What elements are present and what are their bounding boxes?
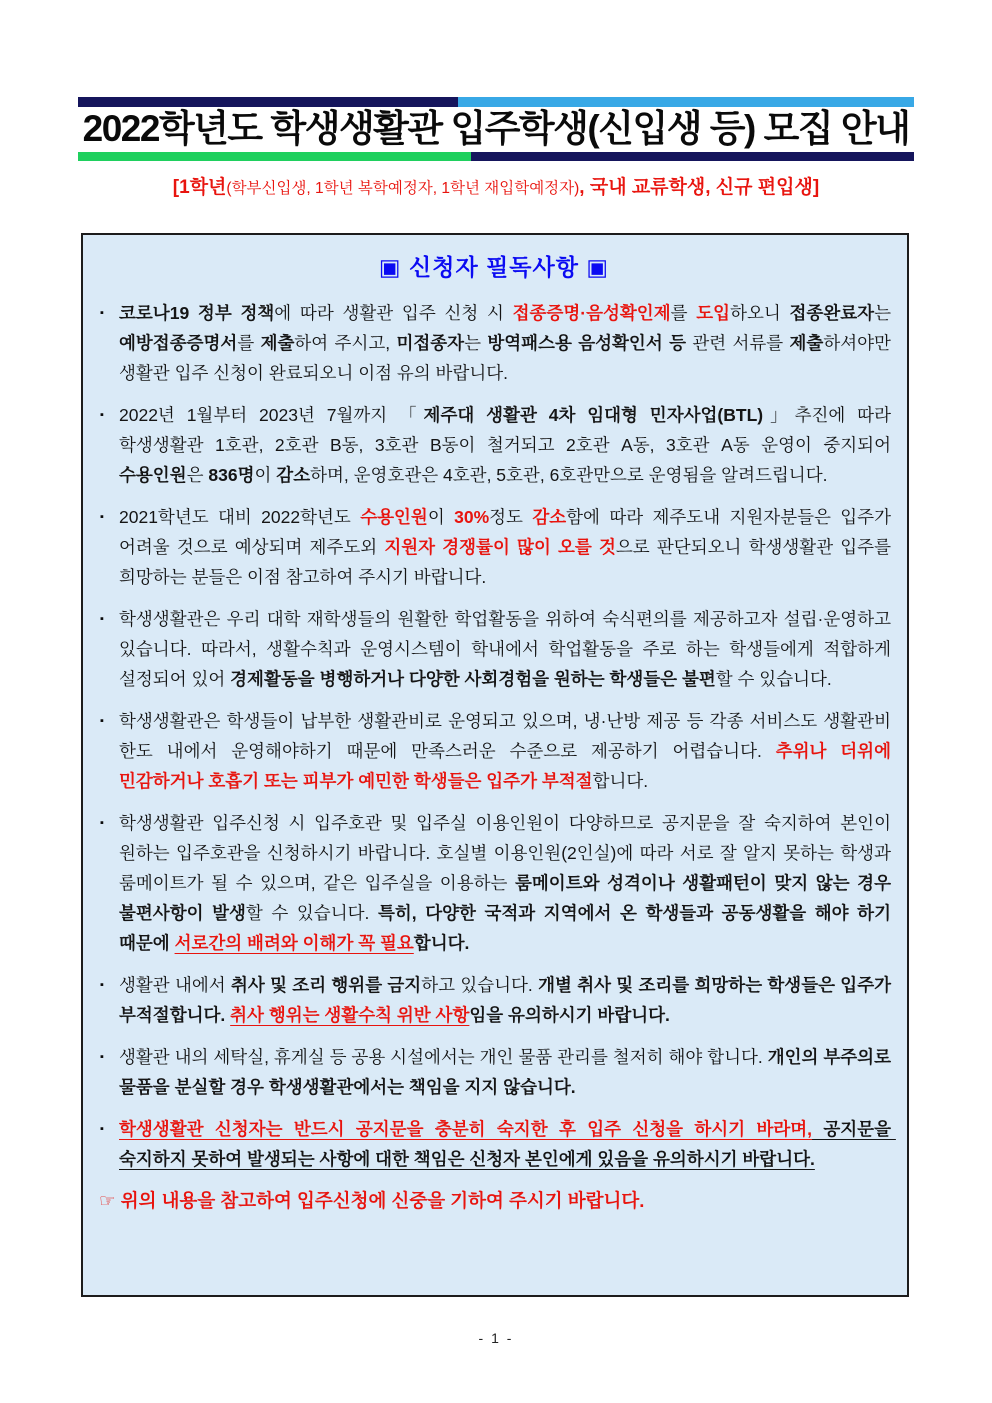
text-segment: 미접종자: [396, 333, 465, 353]
text-segment: 하셔야만 생활관 입주 신청이 완료되오니 이점 유의 바랍니다.: [119, 333, 896, 383]
notice-item: [97, 1114, 896, 1174]
bottom-bar-navy-segment: [471, 152, 914, 161]
notice-text: [119, 970, 896, 1030]
bullet-icon: ▪: [100, 715, 104, 727]
text-segment: 관련 서류를: [685, 333, 790, 353]
text-segment: 취사 및 조리 행위를 금지: [231, 975, 422, 995]
text-segment: 제출: [789, 333, 824, 353]
text-segment: 하여 주시고,: [294, 333, 397, 353]
notice-item: [97, 604, 896, 694]
notice-text: [119, 1042, 896, 1102]
text-segment: 방역패스용 음성확인서 등: [487, 333, 686, 353]
text-segment: 추위나 더위에 민감하거나 호흡기 또는 피부가 예민한 학생들은 입주가 부적절: [119, 741, 896, 791]
text-segment: 에 따라 생활관 입주 신청 시: [274, 303, 513, 323]
text-segment: 공지문을 숙지하지 못하여 발생되는 사항에 대한 책임은 신청자 본인에게 있음을 유의하시기 바랍니다.: [119, 1119, 896, 1169]
text-segment: 경제활동을 병행하거나 다양한 사회경험을 원하는 학생들은 불편: [230, 669, 716, 689]
text-segment: 코로나19 정부 정책: [119, 303, 275, 323]
bullet-icon: ▪: [100, 307, 104, 319]
page-title: 2022학년도 학생생활관 입주학생(신입생 등) 모집 안내: [82, 108, 910, 149]
text-segment: 으로 판단되오니 학생생활관 입주를 희망하는 분들은 이점 참고하여 주시기 바랍니다.: [119, 537, 896, 587]
text-segment: ☞ 위의 내용을 참고하여 입주신청에 신중을 기하여 주시기 바랍니다.: [99, 1190, 645, 1211]
text-segment: 개인의 부주의로 물품을 분실할 경우 학생생활관에서는 책임을 지지 않습니다.: [119, 1047, 896, 1097]
text-segment: 합니다.: [413, 933, 470, 953]
text-segment: 합니다.: [592, 771, 649, 791]
notice-item: [97, 1042, 896, 1102]
subtitle: [0, 176, 992, 201]
text-segment: 는: [874, 303, 896, 323]
notice-text: [119, 400, 896, 490]
text-segment: 임을 유의하시기 바랍니다.: [469, 1005, 670, 1025]
text-segment: 예방접종증명서: [119, 333, 238, 353]
notice-text: [119, 1114, 896, 1174]
text-segment: 를: [237, 333, 261, 353]
text-segment: 836명: [208, 465, 255, 485]
notice-item: [97, 298, 896, 388]
notice-text: [119, 808, 896, 958]
text-segment: 하오니: [730, 303, 790, 323]
notice-text: [119, 706, 896, 796]
bullet-icon: ▪: [100, 979, 104, 991]
text-segment: 학생생활관은 학생들이 납부한 생활관비로 운영되고 있으며, 냉·난방 제공 등 각종 서비스도 생활관비 한도 내에서 운영해야하기 때문에 만족스러운 수준으로 제공하기 어렵습니다.: [119, 711, 896, 761]
notice-item: [97, 970, 896, 1030]
text-segment: 2022년 1월부터 2023년 7월까지 「: [119, 405, 424, 425]
text-segment: 감소: [276, 465, 311, 485]
text-segment: 하며, 운영호관은 4호관, 5호관, 6호관만으로 운영됨을 알려드립니다.: [310, 465, 828, 485]
text-segment: 특히, 다양한 국적과 지역에서 온 학생들과 공동생활을 해야 하기 때문에: [119, 903, 896, 953]
notice-box-title: ▣ 신청자 필독사항 ▣: [378, 254, 610, 280]
notice-item: [97, 502, 896, 592]
title-bottom-bar: [78, 152, 914, 161]
text-segment: 」추진에 따라 학생생활관 1호관, 2호관 B동, 3호관 B동이 철거되고 2호관 A동, 3호관 A동 운영이 중지되어: [119, 405, 896, 455]
text-segment: 은: [186, 465, 209, 485]
bullet-icon: ▪: [100, 1123, 104, 1135]
text-segment: 생활관 내의 세탁실, 휴게실 등 공용 시설에서는 개인 물품 관리를 철저히 해야 합니다.: [119, 1047, 768, 1067]
bullet-icon: ▪: [100, 511, 104, 523]
footnote: [99, 1186, 891, 1216]
notice-text: [119, 298, 896, 388]
bullet-icon: ▪: [100, 613, 104, 625]
bullet-icon: ▪: [100, 1051, 104, 1063]
text-segment: (학부신입생, 1학년 복학예정자, 1학년 재입학예정자): [226, 180, 580, 197]
notice-item: [97, 400, 896, 490]
page-number: - 1 -: [478, 1330, 514, 1346]
notice-box: [81, 233, 909, 1297]
text-segment: 할 수 있습니다.: [245, 903, 378, 923]
text-segment: 개별 취사 및 조리를 희망하는 학생들은 입주가 부적절합니다.: [119, 975, 896, 1025]
text-segment: 를: [670, 303, 697, 323]
text-segment: 생활관 내에서: [119, 975, 232, 995]
text-segment: 하고 있습니다.: [421, 975, 539, 995]
text-segment: 지원자 경쟁률이 많이 오를 것: [384, 537, 616, 557]
notice-item: [97, 808, 896, 958]
text-segment: 제주대 생활관 4차 임대형 민자사업(BTL): [423, 405, 764, 425]
text-segment: 감소: [532, 507, 567, 527]
bullet-icon: ▪: [100, 409, 104, 421]
text-segment: 학생생활관 신청자는 반드시 공지문을 충분히 숙지한 후 입주 신청을 하시기 바라며,: [119, 1119, 813, 1139]
text-segment: 함에 따라 제주도내 지원자분들은 입주가 어려울 것으로 예상되며 제주도외: [119, 507, 896, 557]
text-segment: 할 수 있습니다.: [715, 669, 832, 689]
text-segment: 30%: [454, 507, 490, 527]
text-segment: 접종증명·음성확인제: [512, 303, 671, 323]
text-segment: 접종완료자: [789, 303, 875, 323]
notice-item: [97, 706, 896, 796]
text-segment: [1학년: [172, 177, 227, 198]
text-segment: 룸메이트와 성격이나 생활패턴이 맞지 않는 경우 불편사항이 발생: [119, 873, 896, 923]
text-segment: 2021학년도 대비 2022학년도: [119, 507, 361, 527]
notice-text: [119, 502, 896, 592]
text-segment: 취사 행위는 생활수칙 위반 사항: [230, 1005, 470, 1025]
text-segment: , 국내 교류학생, 신규 편입생]: [579, 177, 820, 198]
text-segment: 학생생활관 입주신청 시 입주호관 및 입주실 이용인원이 다양하므로 공지문을 잘 숙지하여 본인이 원하는 입주호관을 신청하시기 바랍니다. 호실별 이용인원(2인실)에 따라 서로 잘 알지 못하는 학생과 룸메이트가 될 수 있으며, 같은 입주실을 이용하는: [119, 813, 896, 893]
notice-list: [97, 298, 896, 1174]
bullet-icon: ▪: [100, 817, 104, 829]
bottom-bar-green-segment: [78, 152, 471, 161]
text-segment: 수용인원: [360, 507, 428, 527]
text-segment: 학생생활관은 우리 대학 재학생들의 원활한 학업활동을 위하여 숙식편의를 제공하고자 설립·운영하고 있습니다. 따라서, 생활수칙과 운영시스템이 학내에서 학업활동을 주로 하는 학생들에게 적합하게 설정되어 있어: [119, 609, 896, 689]
text-segment: 수용인원: [119, 465, 187, 485]
notice-text: [119, 604, 896, 694]
text-segment: 는: [464, 333, 488, 353]
text-segment: 도입: [696, 303, 731, 323]
text-segment: 정도: [489, 507, 533, 527]
text-segment: 이: [254, 465, 277, 485]
text-segment: 제출: [260, 333, 295, 353]
text-segment: 서로간의 배려와 이해가 꼭 필요: [174, 933, 414, 953]
text-segment: 이: [427, 507, 455, 527]
